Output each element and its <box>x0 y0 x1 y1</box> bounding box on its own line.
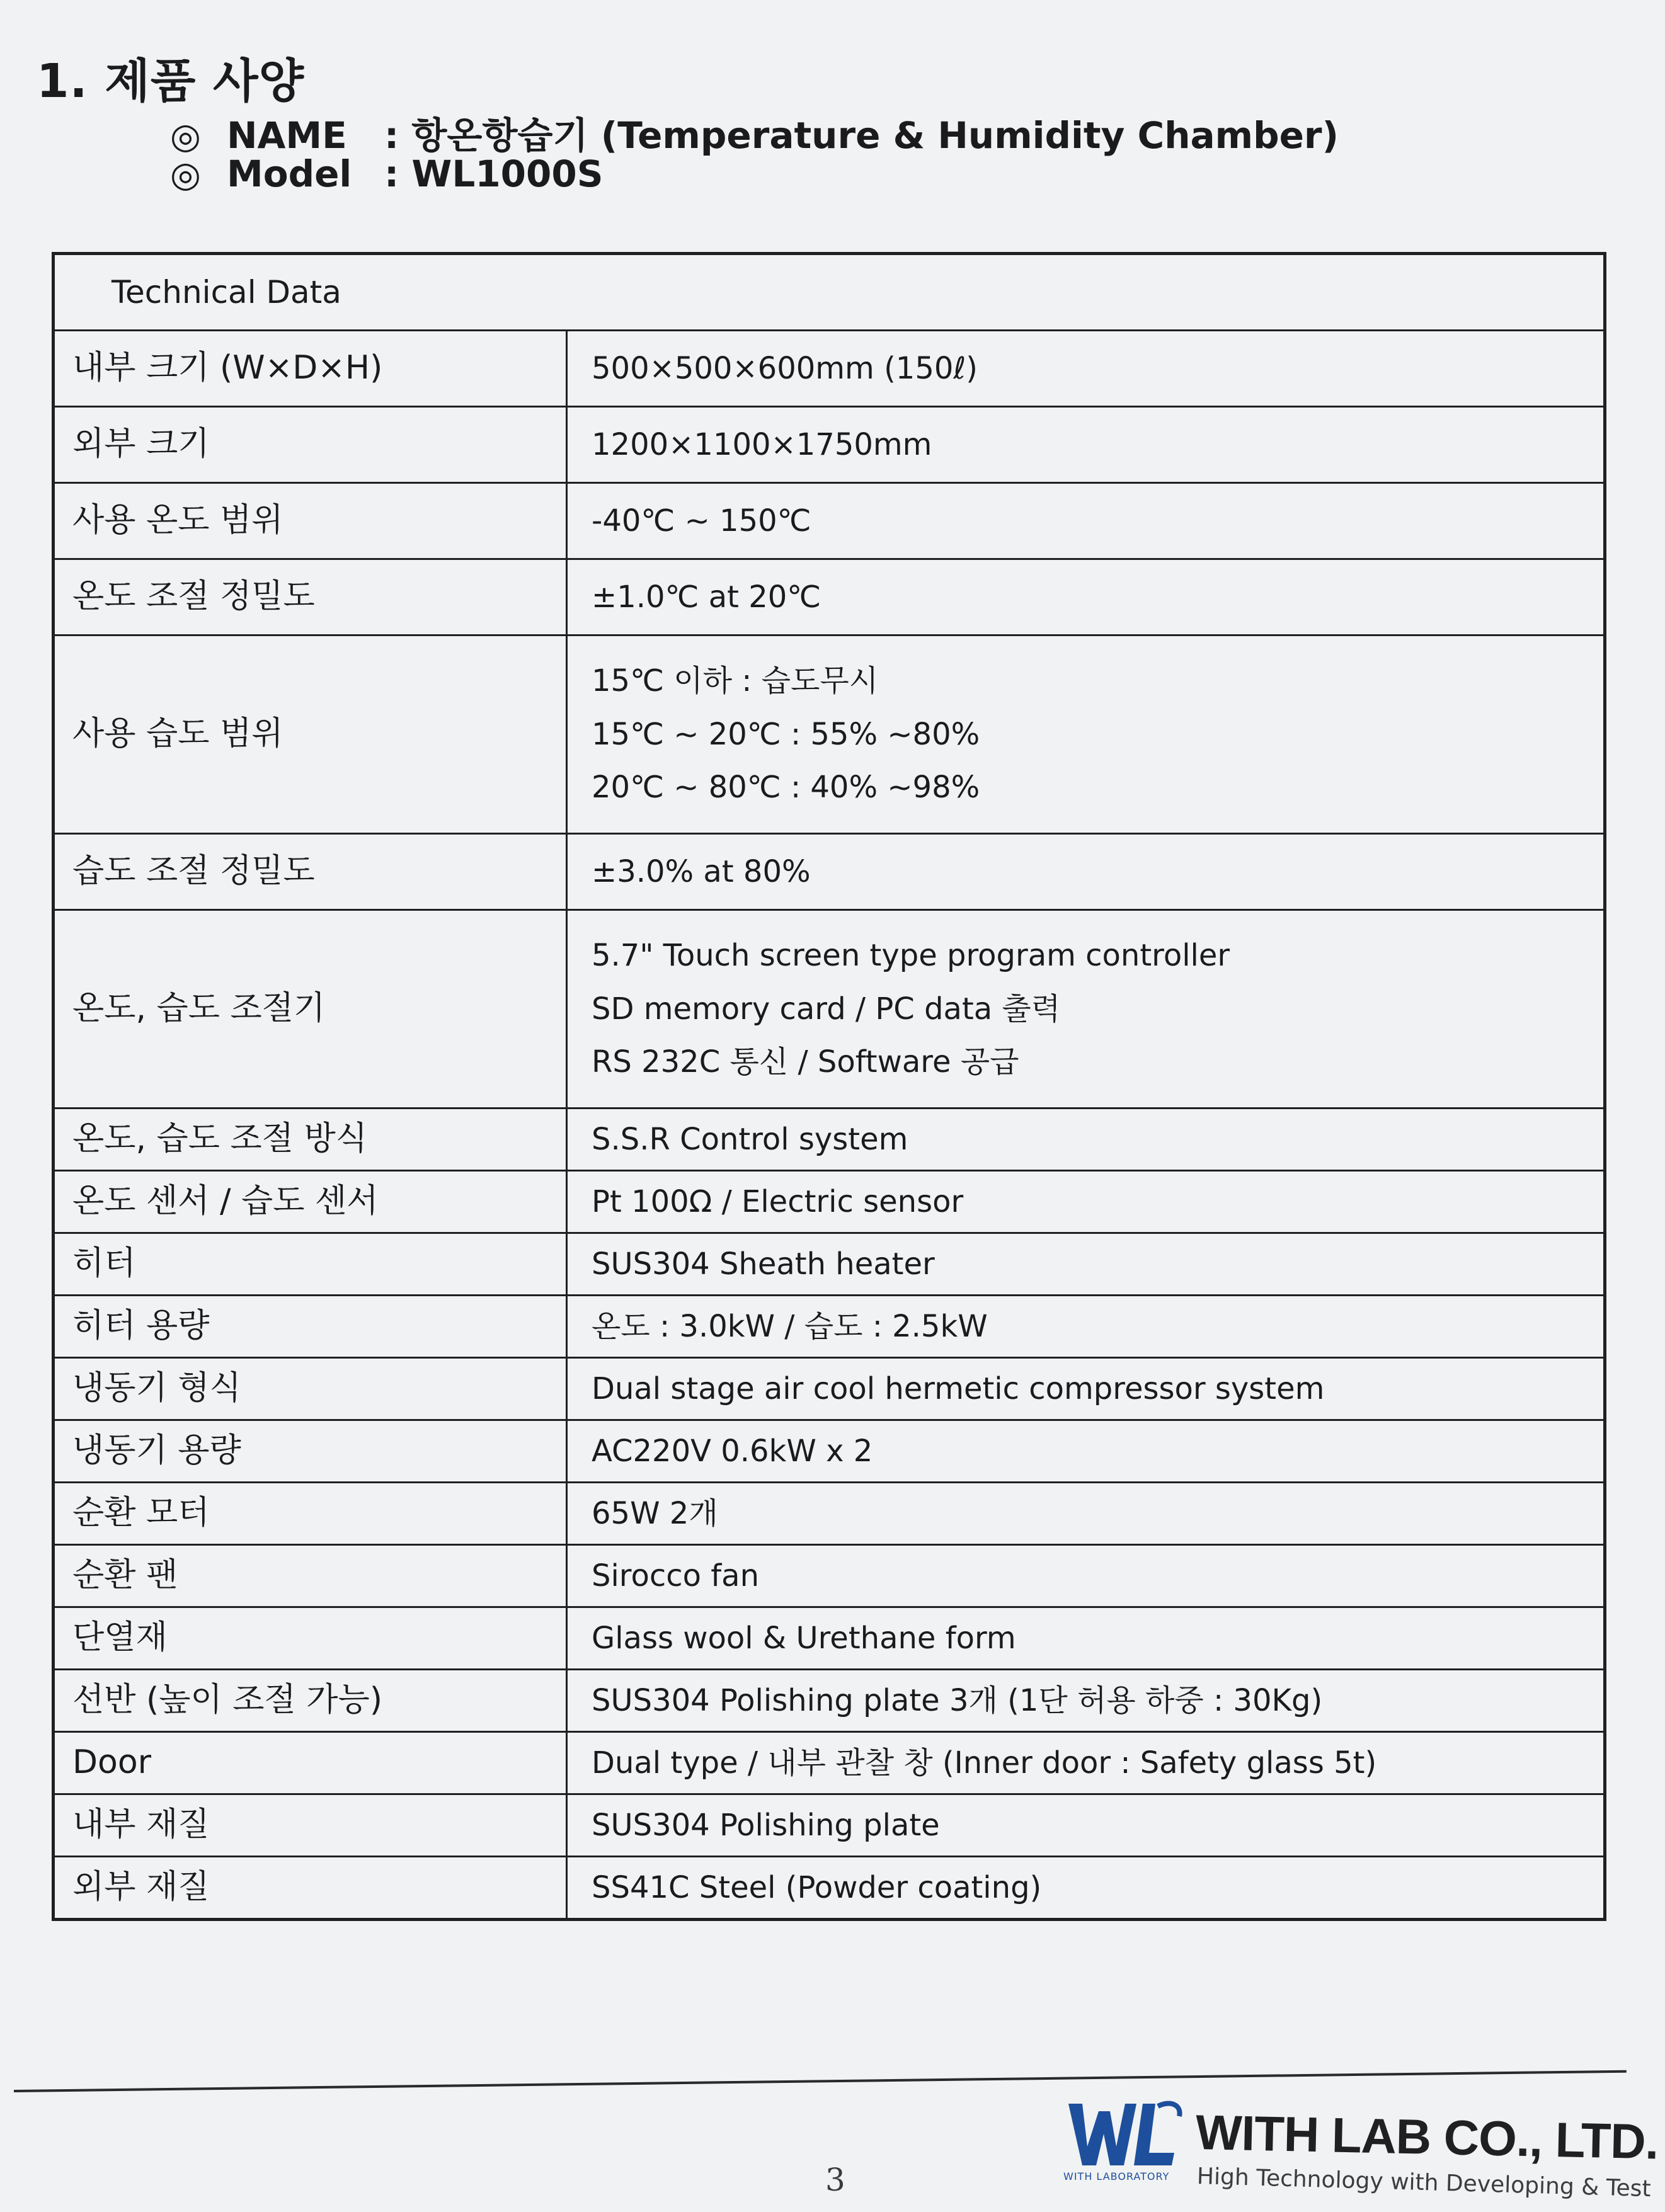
table-row <box>54 1670 1605 1732</box>
footer-divider <box>14 2070 1627 2092</box>
table-row <box>54 331 1605 407</box>
spec-label: 외부 크기 <box>54 407 567 483</box>
spec-value: 20℃ ~ 80℃ : 40% ~98% <box>592 770 980 806</box>
spec-label: 습도 조절 정밀도 <box>54 834 567 910</box>
table-row <box>54 1857 1605 1920</box>
spec-value-cell <box>567 1794 1605 1857</box>
spec-value: AC220V 0.6kW x 2 <box>592 1433 873 1469</box>
spec-value: SUS304 Polishing plate <box>592 1807 940 1843</box>
spec-value-cell <box>567 1607 1605 1670</box>
spec-value: 1200×1100×1750mm <box>592 426 932 462</box>
spec-value: SS41C Steel (Powder coating) <box>592 1869 1042 1905</box>
spec-value-cell <box>567 1857 1605 1920</box>
spec-value: Dual type / 내부 관찰 창 (Inner door : Safety glass 5t) <box>592 1745 1377 1781</box>
spec-label: 선반 (높이 조절 가능) <box>54 1670 567 1732</box>
company-name: WITH LAB CO., LTD. <box>1195 2104 1659 2170</box>
spec-value-cell <box>567 1420 1605 1483</box>
spec-label: 온도 조절 정밀도 <box>54 559 567 636</box>
spec-value-cell <box>567 559 1605 636</box>
spec-value: 15℃ 이하 : 습도무시 <box>592 663 879 698</box>
spec-label: 사용 온도 범위 <box>54 483 567 559</box>
spec-value: RS 232C 통신 / Software 공급 <box>592 1044 1019 1080</box>
logo-subtitle: WITH LABORATORY <box>1063 2170 1170 2182</box>
spec-label: 온도, 습도 조절기 <box>54 910 567 1109</box>
spec-value: ±3.0% at 80% <box>592 853 811 889</box>
spec-value: SUS304 Sheath heater <box>592 1246 935 1282</box>
with-lab-logo-icon <box>1063 2097 1183 2173</box>
table-row <box>54 1545 1605 1607</box>
spec-value-cell <box>567 1109 1605 1171</box>
spec-value-cell <box>567 1670 1605 1732</box>
spec-value-cell <box>567 834 1605 910</box>
name-key: NAME <box>227 114 347 157</box>
technical-data-table-wrapper <box>52 252 1606 1921</box>
spec-value: Glass wool & Urethane form <box>592 1620 1016 1656</box>
table-row <box>54 1233 1605 1296</box>
page-heading: 1. 제품 사양 <box>37 54 305 108</box>
spec-value: 5.7" Touch screen type program controller <box>592 937 1230 973</box>
spec-value-cell <box>567 483 1605 559</box>
spec-label: 사용 습도 범위 <box>54 636 567 834</box>
table-row <box>54 910 1605 1109</box>
spec-label: 순환 모터 <box>54 1483 567 1545</box>
table-row <box>54 1732 1605 1794</box>
spec-value: SD memory card / PC data 출력 <box>592 991 1061 1027</box>
spec-value-cell <box>567 1233 1605 1296</box>
table-header: Technical Data <box>54 254 1605 331</box>
table-row <box>54 1483 1605 1545</box>
spec-value: 500×500×600mm (150ℓ) <box>592 350 978 386</box>
table-row <box>54 1794 1605 1857</box>
double-circle-bullet-icon: ◎ <box>170 154 201 195</box>
spec-value: Dual stage air cool hermetic compressor system <box>592 1371 1325 1406</box>
spec-label: 내부 재질 <box>54 1794 567 1857</box>
table-row <box>54 483 1605 559</box>
spec-label: 온도 센서 / 습도 센서 <box>54 1171 567 1233</box>
spec-label: 히터 용량 <box>54 1296 567 1358</box>
spec-value: SUS304 Polishing plate 3개 (1단 허용 하중 : 30Kg) <box>592 1682 1323 1718</box>
spec-value-cell <box>567 1483 1605 1545</box>
double-circle-bullet-icon: ◎ <box>170 116 201 157</box>
model-key: Model <box>227 152 352 195</box>
spec-value: Pt 100Ω / Electric sensor <box>592 1183 964 1219</box>
table-row <box>54 636 1605 834</box>
spec-label: 냉동기 용량 <box>54 1420 567 1483</box>
spec-label: 내부 크기 (W×D×H) <box>54 331 567 407</box>
spec-value: -40℃ ~ 150℃ <box>592 503 811 539</box>
spec-value: 온도 : 3.0kW / 습도 : 2.5kW <box>592 1308 988 1344</box>
page-number: 3 <box>825 2162 845 2198</box>
spec-value-cell <box>567 407 1605 483</box>
table-row <box>54 1296 1605 1358</box>
spec-label: 냉동기 형식 <box>54 1358 567 1420</box>
spec-value: 65W 2개 <box>592 1495 718 1531</box>
table-row <box>54 1171 1605 1233</box>
spec-label: Door <box>54 1732 567 1794</box>
spec-label: 온도, 습도 조절 방식 <box>54 1109 567 1171</box>
model-value: : WL1000S <box>384 152 604 195</box>
table-row <box>54 1358 1605 1420</box>
spec-value-cell <box>567 1545 1605 1607</box>
table-row <box>54 1420 1605 1483</box>
table-row <box>54 407 1605 483</box>
spec-value-cell <box>567 1171 1605 1233</box>
table-row <box>54 559 1605 636</box>
technical-data-table <box>52 252 1606 1921</box>
spec-value-cell <box>567 1732 1605 1794</box>
spec-value-cell <box>567 331 1605 407</box>
company-tagline: High Technology with Developing & Test <box>1196 2164 1652 2203</box>
spec-value: S.S.R Control system <box>592 1121 908 1157</box>
spec-value-cell <box>567 910 1605 1109</box>
table-row <box>54 1109 1605 1171</box>
spec-value-cell <box>567 1296 1605 1358</box>
spec-value: Sirocco fan <box>592 1558 759 1593</box>
name-value: : 항온항습기 (Temperature & Humidity Chamber) <box>384 114 1339 157</box>
spec-label: 외부 재질 <box>54 1857 567 1920</box>
table-row <box>54 1607 1605 1670</box>
spec-label: 순환 팬 <box>54 1545 567 1607</box>
spec-value: ±1.0℃ at 20℃ <box>592 579 821 615</box>
table-row <box>54 834 1605 910</box>
table-header-row <box>54 254 1605 331</box>
product-name-line <box>170 106 1339 159</box>
spec-value: 15℃ ~ 20℃ : 55% ~80% <box>592 716 980 752</box>
spec-value-cell <box>567 1358 1605 1420</box>
spec-label: 히터 <box>54 1233 567 1296</box>
product-model-line <box>170 152 604 195</box>
spec-value-cell <box>567 636 1605 834</box>
spec-label: 단열재 <box>54 1607 567 1670</box>
